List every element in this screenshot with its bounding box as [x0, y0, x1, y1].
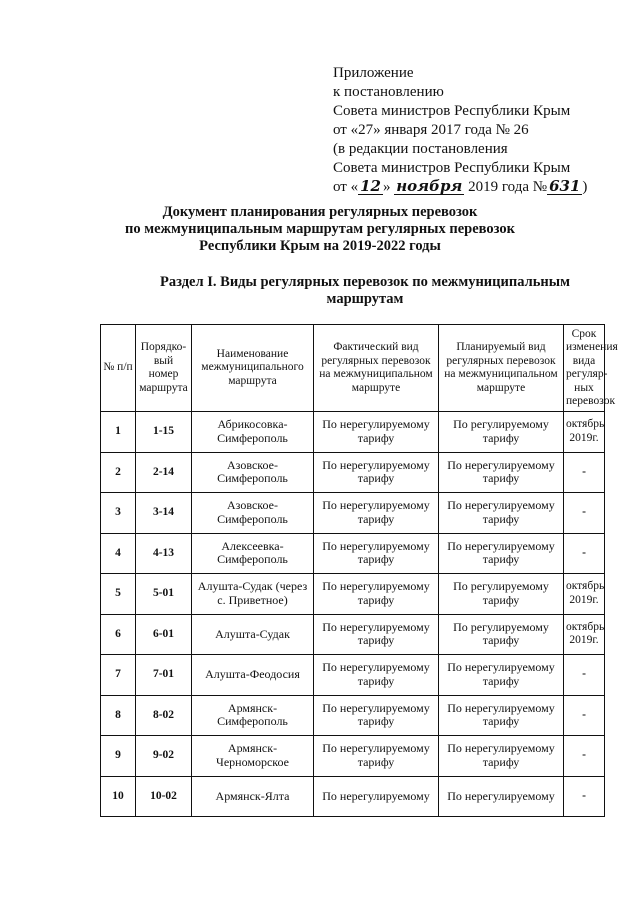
table-header-row	[101, 325, 605, 412]
table-row	[101, 736, 605, 777]
cell-actual: По нерегулируемому тарифу	[314, 493, 439, 534]
cell-term: -	[564, 493, 605, 534]
table-row	[101, 574, 605, 615]
cell-term: -	[564, 736, 605, 777]
appendix-line: к постановлению	[333, 84, 444, 100]
cell-term: октябрь 2019г.	[564, 412, 605, 453]
cell-number: 8	[101, 695, 136, 736]
cell-planned: По нерегулируемому тарифу	[439, 736, 564, 777]
document-title-line: по межмуниципальным маршрутам регулярных перевозок	[124, 221, 515, 237]
cell-actual: По нерегулируемому тарифу	[314, 655, 439, 696]
appendix-line: Совета министров Республики Крым	[333, 160, 571, 176]
cell-name: Абрикосовка-Симферополь	[192, 412, 314, 453]
document-title-line: Республики Крым на 2019-2022 годы	[199, 238, 441, 254]
cell-actual: По нерегулируемому тарифу	[314, 614, 439, 655]
cell-number: 10	[101, 776, 136, 817]
table-row	[101, 452, 605, 493]
cell-name: Армянск-Ялта	[192, 776, 314, 817]
appendix-line-date	[333, 178, 623, 197]
appendix-line: Приложение	[333, 65, 414, 81]
cell-planned: По нерегулируемому тарифу	[439, 533, 564, 574]
date-suffix: )	[582, 179, 588, 195]
handwritten-day: 12	[360, 177, 381, 195]
table-row	[101, 533, 605, 574]
document-title	[80, 204, 560, 255]
cell-name: Алушта-Судак (через с. Приветное)	[192, 574, 314, 615]
cell-route: 10-02	[136, 776, 192, 817]
cell-name: Азовское-Симферополь	[192, 452, 314, 493]
cell-route: 2-14	[136, 452, 192, 493]
handwritten-month: ноября	[396, 177, 463, 195]
cell-term: -	[564, 655, 605, 696]
cell-route: 6-01	[136, 614, 192, 655]
cell-name: Армянск-Черноморское	[192, 736, 314, 777]
appendix-line: от «27» января 2017 года № 26	[333, 122, 529, 138]
table-row	[101, 614, 605, 655]
table-row	[101, 655, 605, 696]
header-route-name: Наименование межмуниципального маршрута	[192, 325, 314, 412]
routes-table	[100, 324, 618, 817]
cell-name: Алексеевка-Симферополь	[192, 533, 314, 574]
header-planned-type: Планируемый вид регулярных перевозок на межмуниципальном маршруте	[439, 325, 564, 412]
cell-planned: По нерегулируемому тарифу	[439, 452, 564, 493]
cell-route: 9-02	[136, 736, 192, 777]
table-row	[101, 412, 605, 453]
cell-actual: По нерегулируемому тарифу	[314, 533, 439, 574]
cell-planned: По нерегулируемому тарифу	[439, 695, 564, 736]
cell-number: 4	[101, 533, 136, 574]
cell-planned: По нерегулируемому тарифу	[439, 493, 564, 534]
appendix-block	[333, 64, 623, 197]
table-row	[101, 493, 605, 534]
cell-route: 3-14	[136, 493, 192, 534]
cell-number: 7	[101, 655, 136, 696]
cell-name: Алушта-Судак	[192, 614, 314, 655]
cell-term: -	[564, 695, 605, 736]
cell-name: Азовское-Симферополь	[192, 493, 314, 534]
cell-actual: По нерегулируемому тарифу	[314, 736, 439, 777]
date-year: 2019 года №	[464, 179, 548, 195]
cell-number: 9	[101, 736, 136, 777]
cell-actual: По нерегулируемому тарифу	[314, 412, 439, 453]
appendix-line: Совета министров Республики Крым	[333, 103, 571, 119]
cell-actual: По нерегулируемому	[314, 776, 439, 817]
section-title-line: маршрутам	[326, 291, 404, 307]
date-prefix: от «	[333, 179, 359, 195]
cell-planned: По нерегулируемому	[439, 776, 564, 817]
cell-term: октябрь 2019г.	[564, 574, 605, 615]
cell-planned: По регулируемому тарифу	[439, 614, 564, 655]
cell-route: 4-13	[136, 533, 192, 574]
date-sep: »	[382, 179, 395, 195]
cell-planned: По регулируемому тарифу	[439, 412, 564, 453]
cell-route: 7-01	[136, 655, 192, 696]
section-title-line: Раздел I. Виды регулярных перевозок по межмуниципальным	[160, 274, 570, 290]
cell-actual: По нерегулируемому тарифу	[314, 574, 439, 615]
header-number: № п/п	[101, 325, 136, 412]
cell-planned: По регулируемому тарифу	[439, 574, 564, 615]
cell-term: октябрь 2019г.	[564, 614, 605, 655]
cell-number: 5	[101, 574, 136, 615]
cell-route: 8-02	[136, 695, 192, 736]
cell-route: 5-01	[136, 574, 192, 615]
cell-term: -	[564, 776, 605, 817]
cell-term: -	[564, 452, 605, 493]
cell-route: 1-15	[136, 412, 192, 453]
cell-number: 6	[101, 614, 136, 655]
cell-planned: По нерегулируемому тарифу	[439, 655, 564, 696]
document-title-line: Документ планирования регулярных перевозок	[162, 204, 478, 220]
cell-actual: По нерегулируемому тарифу	[314, 695, 439, 736]
cell-name: Алушта-Феодосия	[192, 655, 314, 696]
cell-number: 3	[101, 493, 136, 534]
handwritten-number: 631	[549, 177, 581, 195]
cell-term: -	[564, 533, 605, 574]
header-route-number: Порядко-вый номер маршрута	[136, 325, 192, 412]
cell-number: 2	[101, 452, 136, 493]
section-title	[130, 274, 600, 308]
header-change-term: Срок изменения вида регуляр-ных перевозок	[564, 325, 605, 412]
cell-name: Армянск-Симферополь	[192, 695, 314, 736]
cell-actual: По нерегулируемому тарифу	[314, 452, 439, 493]
cell-number: 1	[101, 412, 136, 453]
table-row	[101, 776, 605, 817]
appendix-line: (в редакции постановления	[333, 141, 508, 157]
header-actual-type: Фактический вид регулярных перевозок на межмуниципальном маршруте	[314, 325, 439, 412]
table-row	[101, 695, 605, 736]
